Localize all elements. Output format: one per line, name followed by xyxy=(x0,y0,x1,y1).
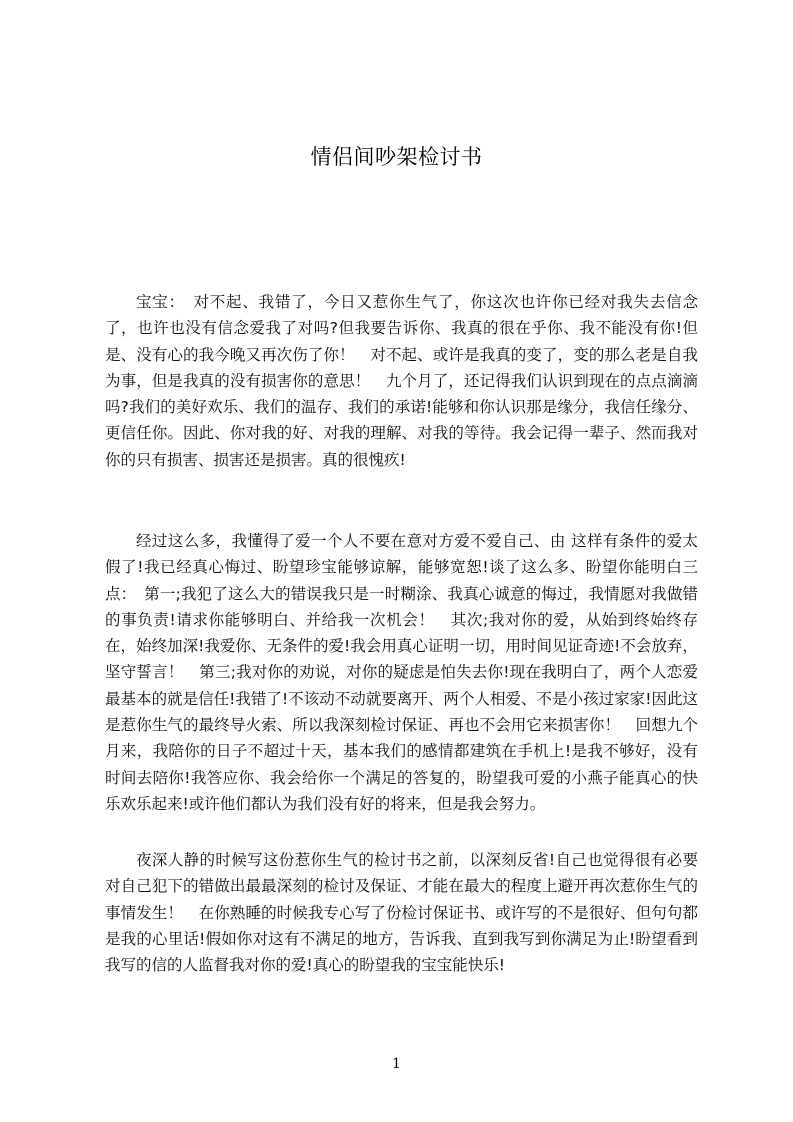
paragraph-reflection: 夜深人静的时候写这份惹你生气的检讨书之前，以深刻反省!自己也觉得很有必要对自己犯下的错做出最最深刻的检讨及保证、才能在最大的程度上避开再次惹你生气的事情发生！ 在你熟睡的时候我专心写了份检讨保证书、或许写的不是很好、但句句都是我的心里话!假如你对这有不满足的地方，告诉我、直到我写到你满足为止!盼望看到我写的信的人监督我对你的爱!真心的盼望我的宝宝能快乐! xyxy=(105,851,698,975)
paragraph-promises: 经过这么多，我懂得了爱一个人不要在意对方爱不爱自己、由 这样有条件的爱太假了!我已经真心悔过、盼望珍宝能够谅解，能够宽恕!谈了这么多、盼望你能明白三点： 第一;我犯了这么大的错误我只是一时糊涂、我真心诚意的悔过，我情愿对我做错的事负责!请求你能够明白、并给我一次机会！ 其次;我对你的爱，从始到终始终存在，始终加深!我爱你、无条件的爱!我会用真心证明一切，用时间见证奇迹!不会放弃，坚守誓言！ 第三;我对你的劝说，对你的疑虑是怕失去你!现在我明白了，两个人恋爱最基本的就是信任!我错了!不该动不动就要离开、两个人相爱、不是小孩过家家!因此这是惹你生气的最终导火索、所以我深刻检讨保证、再也不会用它来损害你！ 回想九个月来，我陪你的日子不超过十天，基本我们的感情都建筑在手机上!是我不够好，没有时间去陪你!我答应你、我会给你一个满足的答复的，盼望我可爱的小燕子能真心的快乐欢乐起来!或许他们都认为我们没有好的将来，但是我会努力。 xyxy=(105,532,698,813)
page-number: 1 xyxy=(392,1056,401,1072)
document-title: 情侣间吵架检讨书 xyxy=(310,145,483,169)
paragraph-apology: 宝宝： 对不起、我错了，今日又惹你生气了，你这次也许你已经对我失去信念了，也许也没有信念爱我了对吗?但我要告诉你、我真的很在乎你、我不能没有你!但是、没有心的我今晚又再次伤了你！ 对不起、或许是我真的变了，变的那么老是自我为事，但是我真的没有损害你的意思！ 九个月了，还记得我们认识到现在的点点滴滴吗?我们的美好欢乐、我们的温存、我们的承诺!能够和你认识那是缘分，我信任缘分、更信任你。因此、你对我的好、对我的理解、对我的等待。我会记得一辈子、然而我对你的只有损害、损害还是损害。真的很愧疚! xyxy=(105,293,698,469)
